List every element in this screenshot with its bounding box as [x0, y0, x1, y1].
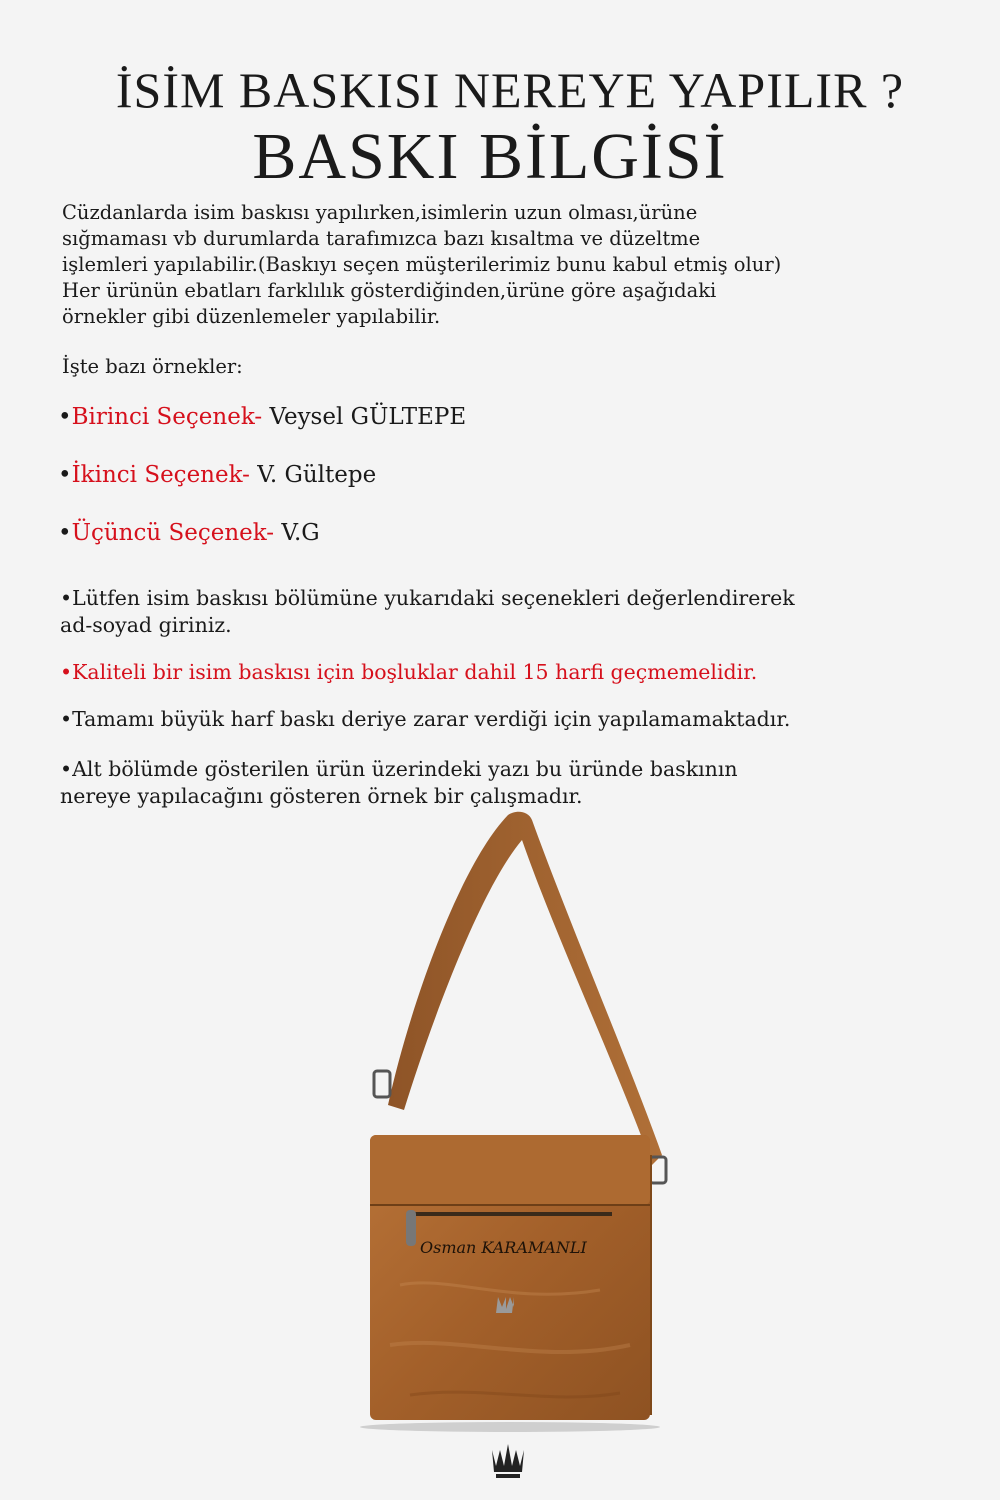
- option-second: •İkinci Seçenek- V. Gültepe: [58, 462, 377, 488]
- engraving-text: Osman KARAMANLI: [420, 1238, 587, 1257]
- bag-flap: [370, 1135, 650, 1205]
- option-third: •Üçüncü Seçenek- V.G: [58, 520, 320, 546]
- note-line: ad-soyad giriniz.: [60, 613, 232, 637]
- intro-line: sığmaması vb durumlarda tarafımızca bazı kısaltma ve düzeltme: [62, 227, 701, 250]
- note-line: •Tamamı büyük harf baskı deriye zarar verdiği için yapılamamaktadır.: [60, 707, 791, 731]
- examples-title: İşte bazı örnekler:: [62, 355, 243, 378]
- intro-line: işlemleri yapılabilir.(Baskıyı seçen müşterilerimiz bunu kabul etmiş olur): [62, 253, 782, 276]
- intro-line: Her ürünün ebatları farklılık gösterdiğinden,ürüne göre aşağıdaki: [62, 279, 717, 302]
- page-title-line2: BASKI BİLGİSİ: [252, 120, 728, 193]
- intro-line: örnekler gibi düzenlemeler yapılabilir.: [62, 305, 441, 328]
- strap: [388, 812, 662, 1165]
- option-value: Veysel GÜLTEPE: [269, 404, 467, 430]
- note-uppercase-warning: [60, 706, 960, 733]
- option-label: Birinci Seçenek-: [71, 404, 263, 430]
- option-value: V. Gültepe: [257, 462, 377, 488]
- note-sample-info: [60, 756, 960, 810]
- zipper-pull: [406, 1210, 416, 1246]
- strap-buckle-left: [374, 1071, 390, 1097]
- option-value: V.G: [281, 520, 320, 546]
- note-line: •Lütfen isim baskısı bölümüne yukarıdaki seçenekleri değerlendirerek: [60, 586, 795, 610]
- option-first: •Birinci Seçenek- Veysel GÜLTEPE: [58, 404, 467, 430]
- note-char-limit: [60, 659, 960, 686]
- page-title-line1: İSİM BASKISI NEREYE YAPILIR ?: [115, 62, 905, 118]
- note-line: •Alt bölümde gösterilen ürün üzerindeki yazı bu üründe baskının: [60, 757, 738, 781]
- intro-line: Cüzdanlarda isim baskısı yapılırken,isimlerin uzun olması,ürüne: [62, 201, 698, 224]
- note-line: •Kaliteli bir isim baskısı için boşluklar dahil 15 harfi geçmemelidir.: [60, 660, 758, 684]
- option-label: İkinci Seçenek-: [71, 462, 250, 488]
- intro-paragraph: [62, 200, 942, 330]
- note-entry-instructions: [60, 585, 960, 639]
- option-label: Üçüncü Seçenek-: [71, 520, 275, 546]
- brand-logo-icon: [488, 1440, 528, 1480]
- leather-bag-image: [340, 805, 680, 1435]
- note-line: nereye yapılacağını gösteren örnek bir çalışmadır.: [60, 784, 583, 808]
